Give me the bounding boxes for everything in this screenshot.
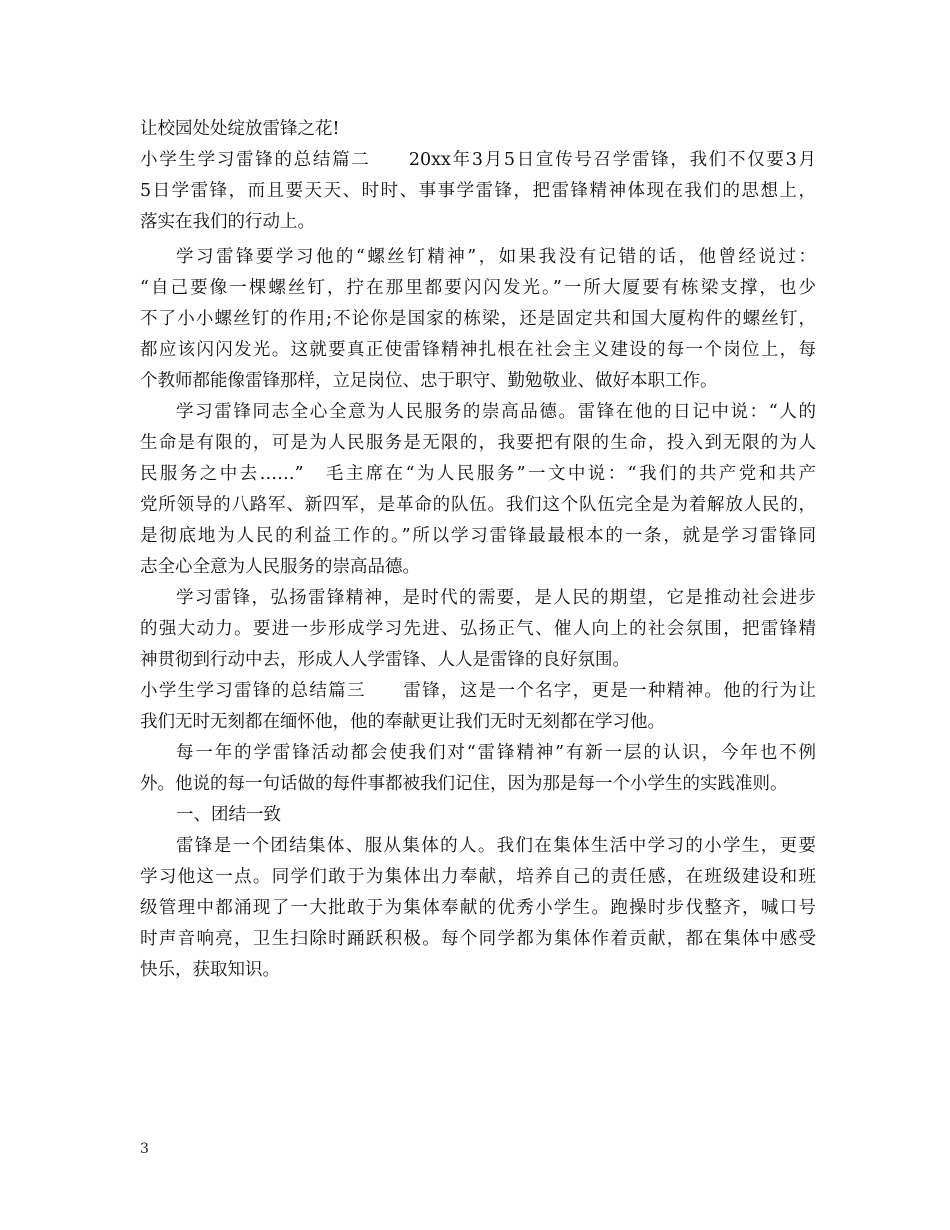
text-line: 不了小小螺丝钉的作用;不论你是国家的栋梁，还是固定共和国大厦构件的螺丝钉， [140, 309, 816, 329]
text-line: 志全心全意为人民服务的崇高品德。 [140, 557, 420, 577]
section-heading-line: 小学生学习雷锋的总结篇三 雷锋，这是一个名字，更是一种精神。他的行为让 [140, 681, 816, 701]
text-line: 级管理中都涌现了一大批敢于为集体奉献的优秀小学生。跑操时步伐整齐，喊口号 [140, 898, 816, 918]
text-line: 民服务之中去……” 毛主席在“为人民服务”一文中说：“我们的共产党和共产 [140, 464, 816, 484]
text-line: “自己要像一棵螺丝钉，拧在那里都要闪闪发光。”一所大厦要有栋梁支撑，也少 [140, 278, 816, 298]
text-line: 时声音响亮，卫生扫除时踊跃积极。每个同学都为集体作着贡献，都在集体中感受 [140, 929, 816, 949]
paragraph-first-line: 每一年的学雷锋活动都会使我们对“雷锋精神”有新一层的认识，今年也不例 [176, 743, 816, 763]
paragraph-first-line: 学习雷锋，弘扬雷锋精神，是时代的需要，是人民的期望，它是推动社会进步 [176, 588, 816, 608]
text-line: 的强大动力。要进一步形成学习先进、弘扬正气、催人向上的社会氛围，把雷锋精 [140, 619, 816, 639]
text-line: 外。他说的每一句话做的每件事都被我们记住，因为那是每一个小学生的实践准则。 [140, 774, 788, 794]
page-number: 3 [140, 1141, 149, 1157]
paragraph-first-line: 学习雷锋同志全心全意为人民服务的崇高品德。雷锋在他的日记中说：“人的 [176, 402, 816, 422]
section-heading-line: 小学生学习雷锋的总结篇二 20xx年3月5日宣传号召学雷锋，我们不仅要3月 [140, 150, 816, 170]
text-line: 生命是有限的，可是为人民服务是无限的，我要把有限的生命，投入到无限的为人 [140, 433, 816, 453]
text-line: 快乐，获取知识。 [140, 960, 280, 980]
subheading-line: 一、团结一致 [176, 805, 281, 825]
text-line: 让校园处处绽放雷锋之花! [140, 119, 340, 139]
text-line: 神贯彻到行动中去，形成人人学雷锋、人人是雷锋的良好氛围。 [140, 650, 630, 670]
text-line: 都应该闪闪发光。这就要真正使雷锋精神扎根在社会主义建设的每一个岗位上，每 [140, 340, 816, 360]
text-line: 5日学雷锋，而且要天天、时时、事事学雷锋，把雷锋精神体现在我们的思想上， [140, 181, 816, 201]
paragraph-first-line: 雷锋是一个团结集体、服从集体的人。我们在集体生活中学习的小学生，更要 [176, 836, 816, 856]
paragraph-first-line: 学习雷锋要学习他的“螺丝钉精神”，如果我没有记错的话，他曾经说过： [176, 247, 816, 267]
text-line: 我们无时无刻都在缅怀他，他的奉献更让我们无时无刻都在学习他。 [140, 712, 665, 732]
document-body [140, 114, 816, 986]
text-line: 是彻底地为人民的利益工作的。”所以学习雷锋最最根本的一条，就是学习雷锋同 [140, 526, 816, 546]
text-line: 个教师都能像雷锋那样，立足岗位、忠于职守、勤勉敬业、做好本职工作。 [140, 371, 718, 391]
text-line: 学习他这一点。同学们敢于为集体出力奉献，培养自己的责任感，在班级建设和班 [140, 867, 816, 887]
text-line: 落实在我们的行动上。 [140, 212, 315, 232]
text-line: 党所领导的八路军、新四军，是革命的队伍。我们这个队伍完全是为着解放人民的， [140, 495, 816, 515]
